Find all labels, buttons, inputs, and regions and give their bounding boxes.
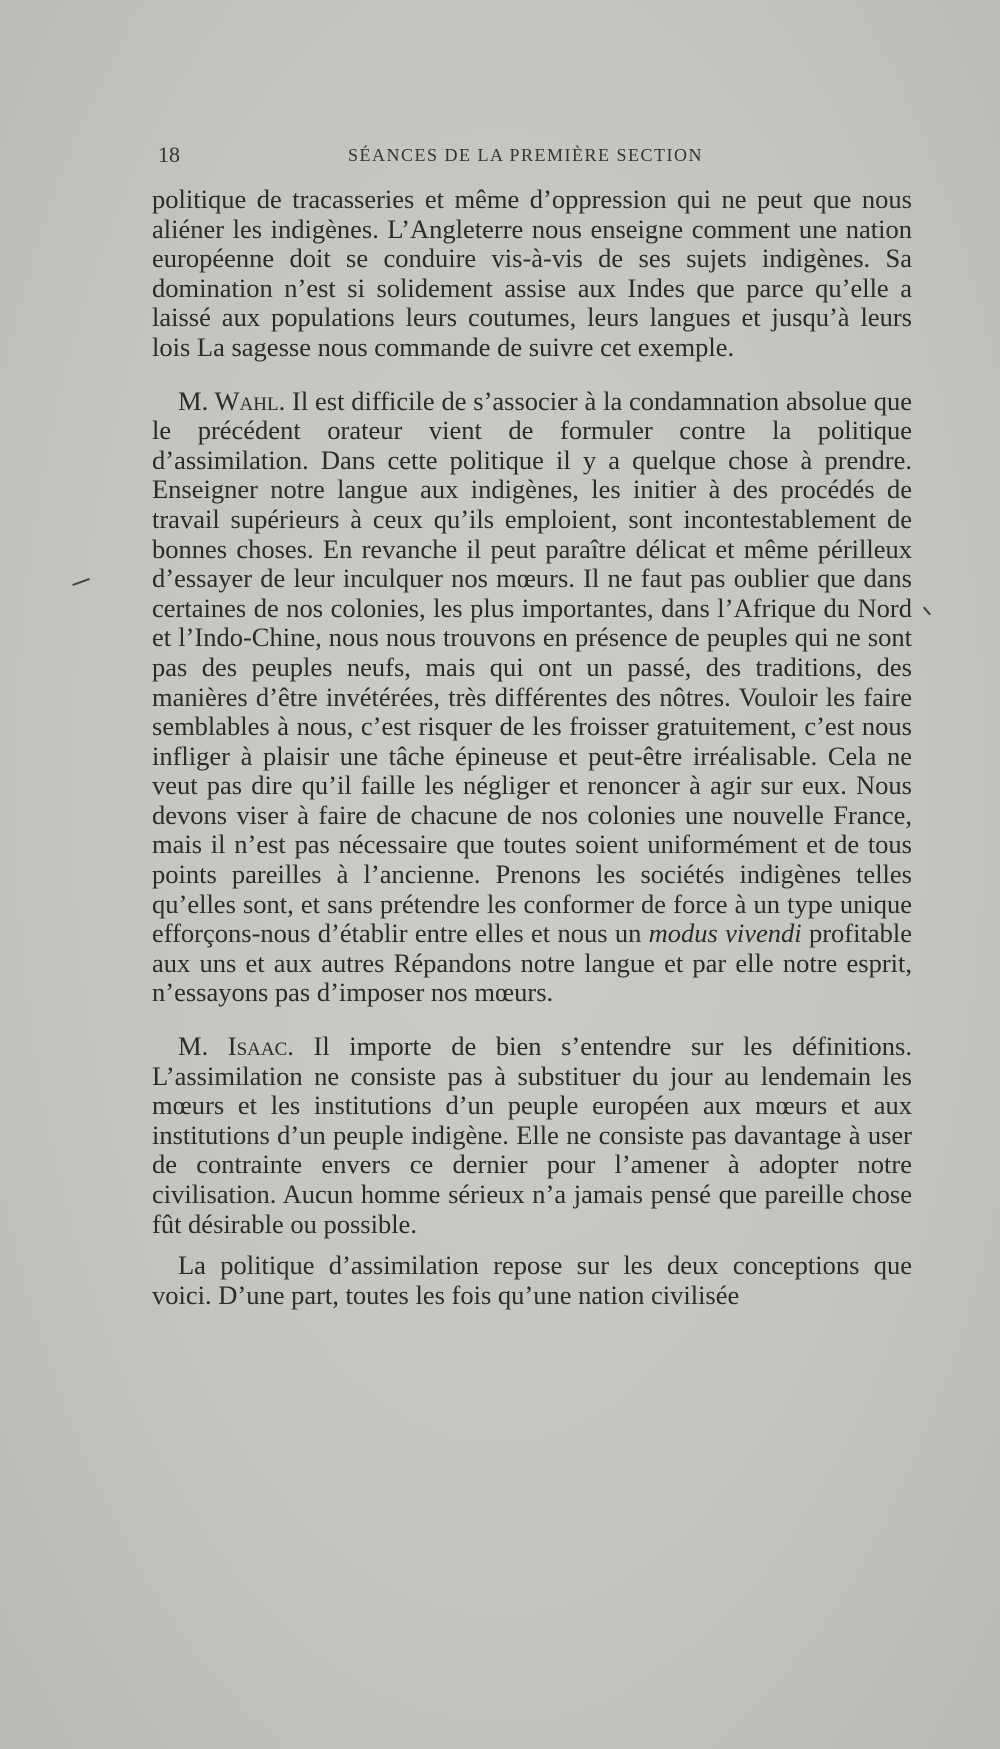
page-number: 18 [158,142,180,167]
paragraph-wahl [152,387,912,1008]
paragraph-text: Il est difficile de s’associer à la condamnation absolue que le précédent orateur vient de formuler contre la politique d’assimilation. Dans cette politique il y a quelque chose à prendre. Enseigner notre langue aux indigènes, les initier à des procédés de travail supérieurs à ceux qu’ils emploient, sont incontestablement de bonnes choses. En revanche il peut paraître délicat et même périlleux d’essayer de leur inculquer nos mœurs. Il ne faut pas oublier que dans certaines de nos colonies, les plus importantes, dans l’Afrique du Nord et l’Indo-Chine, nous nous trouvons en présence de peuples qui ne sont pas des peuples neufs, mais qui ont un passé, des traditions, des manières d’être invétérées, très différentes des nôtres. Vouloir les faire semblables à nous, c’est risquer de les froisser gratuitement, c’est nous infliger à plaisir une tâche épineuse et peut-être irréalisable. Cela ne veut pas dire qu’il faille les négliger et renoncer à agir sur eux. Nous devons viser à faire de chacune de nos colonies une nouvelle France, mais il n’est pas nécessaire que toutes soient uniformément et de tous points pareilles à l’ancienne. Prenons les sociétés indigènes telles qu’elles sont, et sans prétendre les conformer de force à un type unique efforçons-nous d’établir entre elles et nous un [152,385,912,949]
page-header [158,142,918,172]
running-title: SÉANCES DE LA PREMIÈRE SECTION [348,145,704,165]
margin-mark [923,607,931,616]
paragraph-text: Il importe de bien s’entendre sur les définitions. L’assimilation ne consiste pas à substituer du jour au lendemain les mœurs et les institutions d’un peuple européen aux mœurs et aux institutions d’un peuple indigène. Elle ne consiste pas davantage à user de contrainte envers ce dernier pour l’amener à adopter notre civilisation. Aucun homme sérieux n’a jamais pensé que pareille chose fût désirable ou possible. [152,1031,912,1239]
paragraph-continuation [152,185,912,363]
paragraph-text: politique de tracasseries et même d’oppression qui ne peut que nous aliéner les indigènes. L’Angleterre nous enseigne comment une nation européenne doit se conduire vis-à-vis de ses sujets indigènes. Sa domination n’est si solidement assise aux Indes que parce qu’elle a laissé aux populations leurs coutumes, leurs langues et jusqu’à leurs lois La sagesse nous commande de suivre cet exemple. [152,184,912,362]
paragraph-text-after: profitable aux uns et aux autres Répandons notre langue et par elle notre esprit, n’essayons pas d’imposer nos mœurs. [152,918,912,1008]
speaker-name: M. Isaac. [178,1031,294,1062]
paragraph-isaac [152,1032,912,1239]
speaker-name: M. Wahl. [178,385,286,416]
italic-phrase: modus vivendi [648,918,802,949]
margin-mark [72,578,90,586]
body-text [152,185,912,1310]
paragraph-text: La politique d’assimilation repose sur les deux conceptions que voici. D’une part, toutes les fois qu’une nation civilisée [152,1250,912,1310]
paragraph-politique [152,1251,912,1310]
paragraph-gap [152,363,912,387]
paragraph-gap [152,1008,912,1032]
